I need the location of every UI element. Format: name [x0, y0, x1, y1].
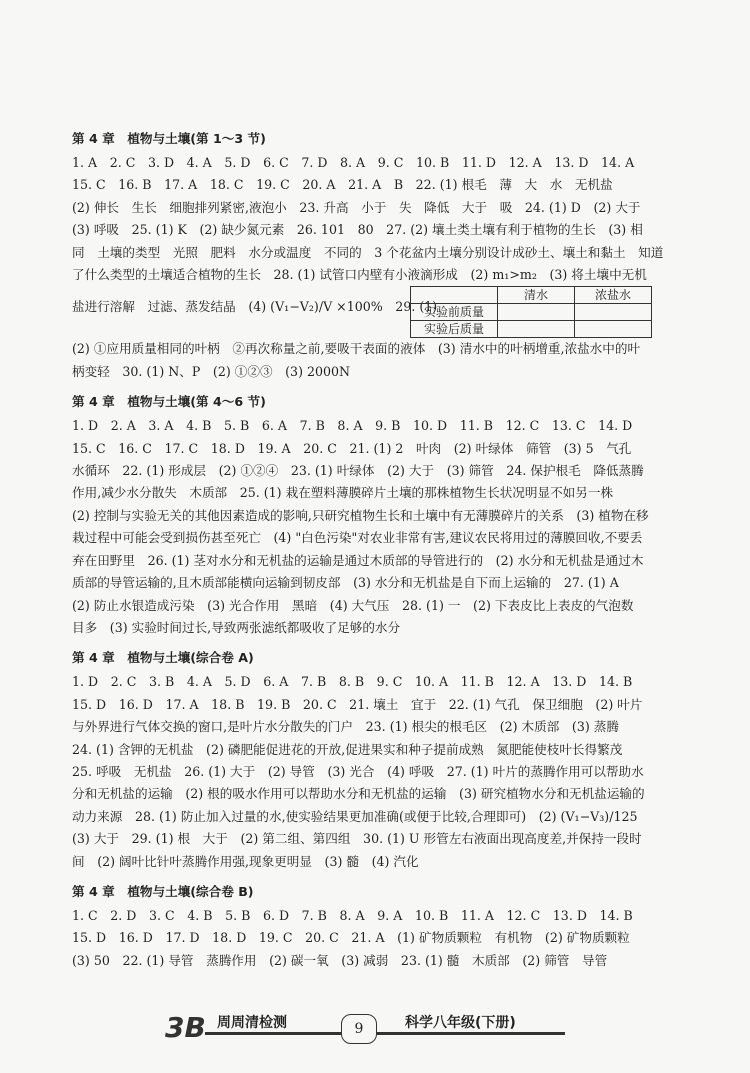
answer-line: 质部的导管运输的,且木质部能横向运输到韧皮部 (3) 水分和无机盐是自下而上运输的 27. (1) A [72, 575, 619, 591]
answer-line: 1. D 2. A 3. A 4. B 5. B 6. A 7. B 8. A 9. B 10. D 11. B 12. C 13. C 14. D [72, 418, 633, 434]
answer-line: 15. C 16. B 17. A 18. C 19. C 20. A 21. A B 22. (1) 根毛 薄 大 水 无机盐 [72, 177, 613, 193]
answer-line: (3) 50 22. (1) 导管 蒸腾作用 (2) 碳一氧 (3) 减弱 23. (1) 髓 木质部 (2) 筛管 导管 [72, 952, 608, 968]
section-title: 第 4 章 植物与土壤(综合卷 A) [72, 650, 254, 666]
answer-line: 24. (1) 含钾的无机盐 (2) 磷肥能促进花的开放,促进果实和种子提前成熟 氮肥能使枝叶长得繁茂 [72, 741, 623, 757]
table-cell [575, 304, 652, 321]
answer-line: 间 (2) 阔叶比针叶蒸腾作用强,现象更明显 (3) 髓 (4) 汽化 [72, 853, 419, 869]
experiment-table [410, 286, 652, 338]
table-row-label: 实验前质量 [411, 304, 498, 321]
answer-line: (2) ①应用质量相同的叶柄 ②再次称量之前,要吸干表面的液体 (3) 清水中的叶柄增重,浓盐水中的叶 [72, 341, 641, 357]
answer-line: 1. C 2. D 3. C 4. B 5. B 6. D 7. B 8. A 9. A 10. B 11. A 12. C 13. D 14. B [72, 907, 633, 923]
section-4 [72, 881, 684, 972]
answer-line: 同 土壤的类型 光照 肥料 水分或温度 不同的 3 个花盆内土壤分别设计成砂土、壤土和黏土 知道 [72, 244, 664, 260]
answer-line: 弃在田野里 26. (1) 茎对水分和无机盐的运输是通过木质部的导管进行的 (2) 水分和无机盐是通过木 [72, 552, 644, 568]
answer-line: 作用,减少水分散失 木质部 25. (1) 栽在塑料薄膜碎片土壤的那株植物生长状况明显不如另一株 [72, 485, 614, 501]
table-cell [498, 321, 575, 338]
answer-line: 与外界进行气体交换的窗口,是叶片水分散失的门户 23. (1) 根尖的根毛区 (2) 木质部 (3) 蒸腾 [72, 719, 619, 735]
table-row [411, 321, 652, 338]
answer-line: (2) 伸长 生长 细胞排列紧密,液泡小 23. 升高 小于 失 降低 大于 吸 24. (1) D (2) 大于 [72, 199, 641, 215]
table-header-cell: 清水 [498, 287, 575, 304]
answer-line-with-table [72, 286, 684, 338]
answer-line: (2) 控制与实验无关的其他因素造成的影响,只研究植物生长和土壤中有无薄膜碎片的关系 (3) 植物在移 [72, 507, 649, 523]
brand-logo-icon: 3B [165, 1011, 206, 1044]
brand-name: 周周清检测 [217, 1015, 287, 1031]
table-header-cell: 浓盐水 [575, 287, 652, 304]
table-row [411, 304, 652, 321]
answer-line: 盐进行溶解 过滤、蒸发结晶 (4) (V₁−V₂)/V ×100% 29. (1) [72, 299, 438, 315]
section-title: 第 4 章 植物与土壤(第 1～3 节) [72, 131, 266, 146]
answer-line: 了什么类型的土壤适合植物的生长 28. (1) 试管口内壁有小液滴形成 (2) m₁>m₂ (3) 将土壤中无机 [72, 267, 647, 283]
table-cell [411, 287, 498, 304]
section-1 [72, 128, 684, 383]
footer-rule [205, 1032, 565, 1035]
table-header-row [411, 287, 652, 304]
answer-line: 15. D 16. D 17. A 18. B 19. B 20. C 21. 壤土 宜于 22. (1) 气孔 保卫细胞 (2) 叶片 [72, 696, 643, 712]
answer-line: 目多 (3) 实验时间过长,导致两张滤纸都吸收了足够的水分 [72, 619, 401, 635]
section-3 [72, 647, 684, 873]
table-row-label: 实验后质量 [411, 321, 498, 338]
answer-line: (3) 呼吸 25. (1) K (2) 缺少氮元素 26. 101 80 27. (2) 壤土类土壤有利于植物的生长 (3) 相 [72, 222, 643, 238]
table-cell [498, 304, 575, 321]
answer-content [72, 128, 684, 980]
answer-line: (3) 大于 29. (1) 根 大于 (2) 第二组、第四组 30. (1) U 形管左右液面出现高度差,并保持一段时 [72, 831, 642, 847]
table-cell [575, 321, 652, 338]
page-footer [165, 1010, 585, 1052]
page-number: 9 [341, 1014, 377, 1044]
answer-line: 25. 呼吸 无机盐 26. (1) 大于 (2) 导管 (3) 光合 (4) 呼吸 27. (1) 叶片的蒸腾作用可以帮助水 [72, 763, 644, 779]
answer-line: 15. D 16. D 17. D 18. D 19. C 20. C 21. A (1) 矿物质颗粒 有机物 (2) 矿物质颗粒 [72, 930, 630, 946]
section-title: 第 4 章 植物与土壤(综合卷 B) [72, 883, 254, 899]
answer-line: 分和无机盐的运输 (2) 根的吸水作用可以帮助水分和无机盐的运输 (3) 研究植物水分和无机盐运输的 [72, 786, 645, 802]
section-title: 第 4 章 植物与土壤(第 4～6 节) [72, 394, 266, 410]
answer-line: 栽过程中可能会受到损伤甚至死亡 (4) "白色污染"对农业非常有害,建议农民将用过的薄膜回收,不要丢 [72, 530, 643, 546]
answer-line: (2) 防止水银造成污染 (3) 光合作用 黑暗 (4) 大气压 28. (1) 一 (2) 下表皮比上表皮的气泡数 [72, 597, 634, 613]
answer-line: 水循环 22. (1) 形成层 (2) ①②④ 23. (1) 叶绿体 (2) 大于 (3) 筛管 24. 保护根毛 降低蒸腾 [72, 463, 644, 479]
answer-line: 1. A 2. C 3. D 4. A 5. D 6. C 7. D 8. A 9. C 10. B 11. D 12. A 13. D 14. A [72, 155, 635, 170]
answer-line: 柄变轻 30. (1) N、P (2) ①②③ (3) 2000N [72, 363, 351, 379]
answer-line: 15. C 16. C 17. C 18. D 19. A 20. C 21. (1) 2 叶肉 (2) 叶绿体 筛管 (3) 5 气孔 [72, 440, 632, 456]
answer-line: 动力来源 28. (1) 防止加入过量的水,使实验结果更加准确(或便于比较,合理即可) (2) (V₁−V₃)/125 [72, 808, 638, 824]
section-2 [72, 391, 684, 639]
answer-line: 1. D 2. C 3. B 4. A 5. D 6. A 7. B 8. B 9. C 10. A 11. B 12. A 13. D 14. B [72, 674, 633, 690]
subject-label: 科学八年级(下册) [405, 1015, 516, 1031]
